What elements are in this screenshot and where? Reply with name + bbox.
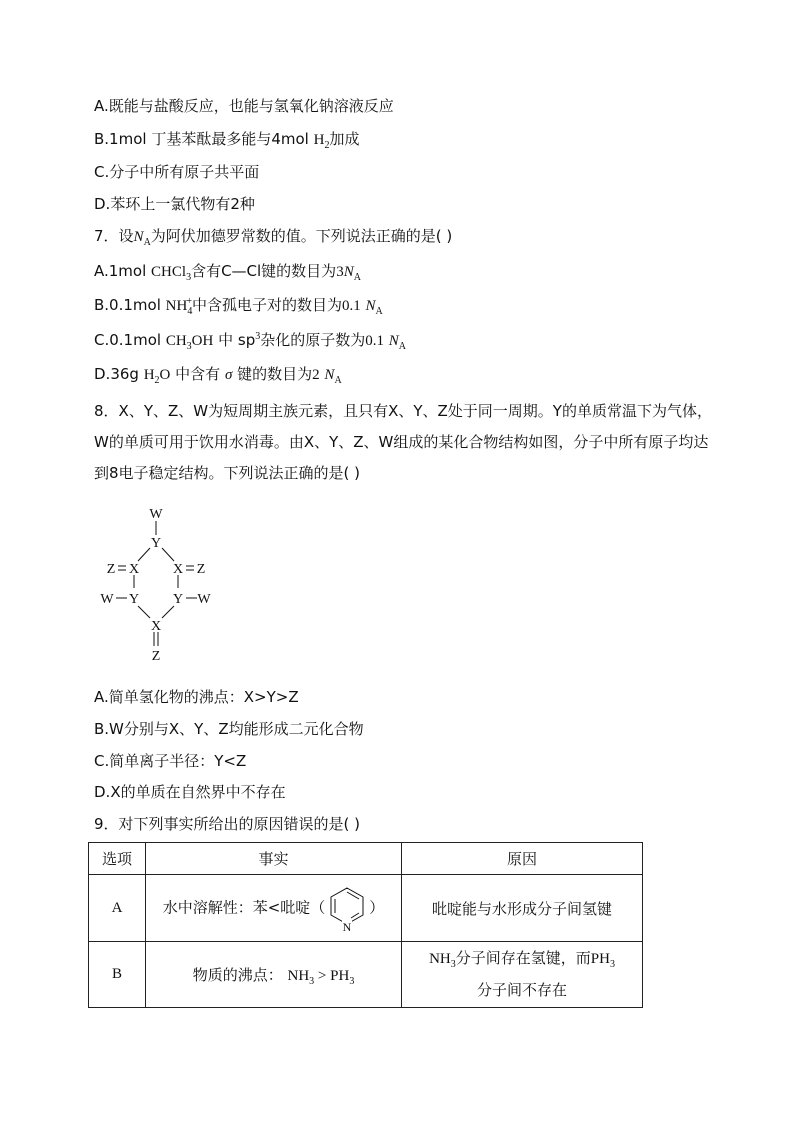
atom-y-top: Y: [150, 536, 162, 551]
pyridine-n-atom: N: [342, 920, 352, 934]
q6-option-a: A.既能与盐酸反应，也能与氢氧化钠溶液反应: [94, 97, 394, 115]
q6-option-b: B.1mol 丁基苯酞最多能与4mol $H_2$加成: [94, 130, 360, 151]
pyridine-structure: [325, 882, 369, 934]
row-b-fact: 物质的沸点： $NH_3 > PH_3$: [146, 942, 402, 1008]
header-option: 选项: [89, 843, 146, 875]
bond-y-x-bottom-left: [138, 606, 150, 618]
pyridine-ring: [331, 888, 363, 924]
bond-y-x-bottom-right: [162, 606, 174, 618]
q7-option-a: A.1mol CHCl$_3$含有C—Cl键的数目为$3N_A$: [94, 262, 361, 283]
q8-option-a: A.简单氢化物的沸点：X>Y>Z: [94, 688, 299, 706]
pyridine-double-bond-1: [347, 892, 359, 899]
table-row: [89, 942, 643, 1008]
q8-structure-diagram: [90, 500, 240, 670]
pyridine-double-bond-3: [351, 913, 359, 918]
q7-option-c: C.0.1mol $CH_3OH$ 中 $sp^3$杂化的原子数为0.1 $N_A$: [94, 331, 407, 352]
q9-stem: 9．对下列事实所给出的原因错误的是( ): [94, 815, 361, 833]
atom-y-right: Y: [172, 592, 184, 607]
atom-w-top: W: [149, 507, 163, 522]
bond-y-x-left-top: [138, 548, 150, 561]
q8-option-c: C.简单离子半径：Y<Z: [94, 752, 247, 770]
q8-stem: 8．X、Y、Z、W为短周期主族元素，且只有X、Y、Z处于同一周期。Y的单质常温下为气体，W的单质可用于饮用水消毒。由X、Y、Z、W组成的某化合物结构如图，分子中所有原子均达到8电子稳定结构。下列说法正确的是( ): [94, 402, 712, 482]
atom-w-left: W: [100, 592, 114, 607]
q7-option-b: B.0.1mol $NH_4^+$中含孤电子对的数目为0.1 $N_A$: [94, 296, 383, 317]
q9-table: [88, 842, 643, 1008]
atom-z-bottom: Z: [151, 649, 161, 664]
q6-option-c: C.分子中所有原子共平面: [94, 163, 260, 181]
row-a-reason: 吡啶能与水形成分子间氢键: [402, 875, 643, 942]
structure-svg: [90, 500, 240, 670]
bond-y-x-right-top: [162, 548, 174, 561]
atom-x-left: X: [128, 562, 140, 577]
atom-x-bottom: X: [150, 619, 162, 634]
row-a-fact: 水中溶解性：苯<吡啶（ N ）: [146, 875, 402, 942]
row-b-reason: $NH_3$分子间存在氢键，而$PH_3$ 分子间不存在: [402, 942, 643, 1008]
row-b-option: B: [89, 942, 146, 1008]
q7-stem: 7．设$N_A$为阿伏加德罗常数的值。下列说法正确的是( ): [94, 227, 453, 248]
row-a-option: A: [89, 875, 146, 942]
q8-option-b: B.W分别与X、Y、Z均能形成二元化合物: [94, 720, 364, 738]
q6-option-d: D.苯环上一氯代物有2种: [94, 195, 255, 213]
atom-y-left: Y: [128, 592, 140, 607]
table-header-row: [89, 843, 643, 875]
q8-option-d: D.X的单质在自然界中不存在: [94, 783, 286, 801]
atom-z-right: Z: [196, 562, 206, 577]
atom-x-right: X: [172, 562, 184, 577]
q7-option-d: D.36g $H_2O$ 中含有 σ 键的数目为2 $N_A$: [94, 365, 342, 386]
atom-w-right: W: [197, 592, 211, 607]
header-fact: 事实: [146, 843, 402, 875]
table-row: [89, 875, 643, 942]
atom-z-left: Z: [106, 562, 116, 577]
header-reason: 原因: [402, 843, 643, 875]
